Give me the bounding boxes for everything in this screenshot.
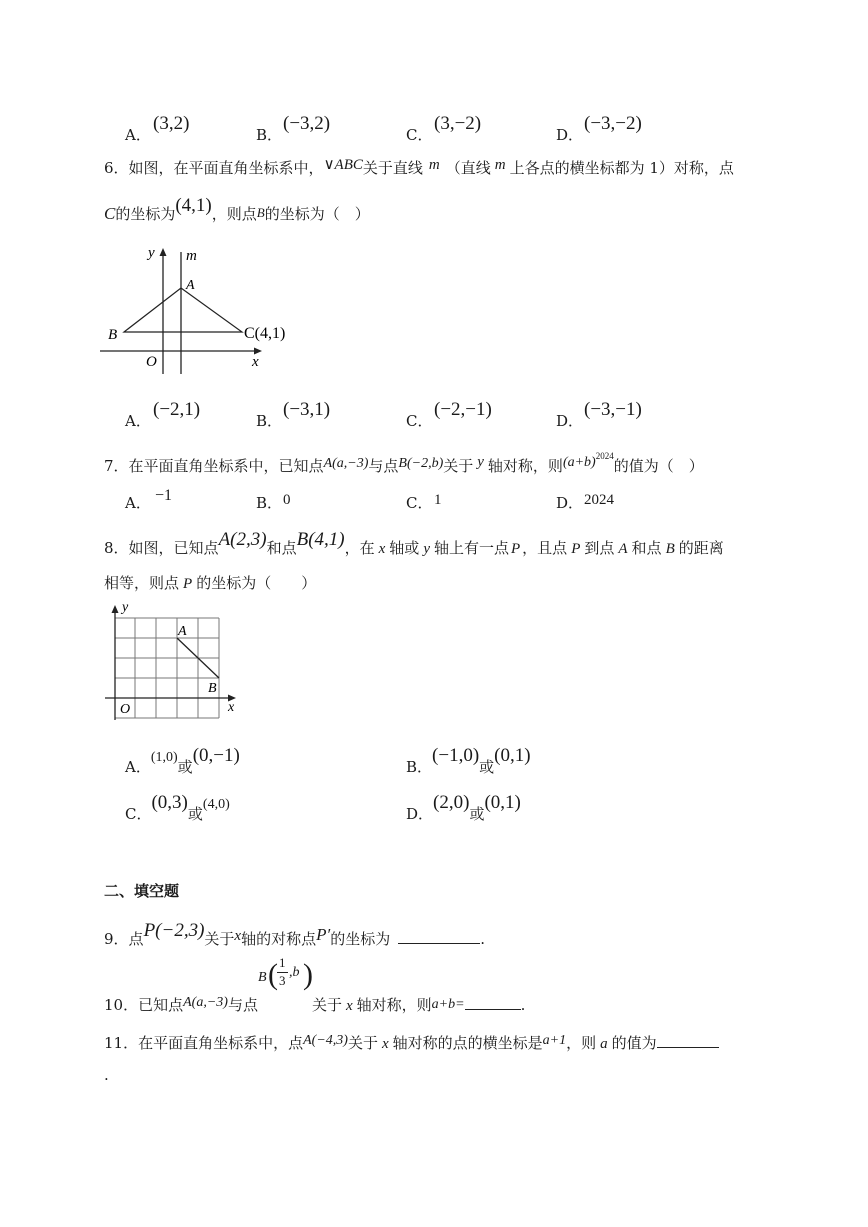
q8-text-c: ，在 (344, 539, 375, 557)
q6-option-a-letter: A． (125, 412, 151, 430)
q9-text-c: 轴的对称点 (241, 930, 317, 948)
q10-text-d: 轴对称，则 (356, 996, 432, 1014)
q5-option-c-value: (3,−2) (434, 113, 482, 134)
q8-grid (115, 618, 219, 718)
q7-expr: (a+b) (562, 455, 596, 470)
q7-exponent: 2024 (595, 451, 614, 461)
q6-y-arrow (160, 248, 167, 256)
question-11-line-1 (104, 1032, 719, 1053)
q8-option-b-or: 或 (479, 758, 495, 776)
q6-text-g: 的坐标为（ ） (264, 205, 370, 223)
q8-option-d-letter: D． (406, 805, 434, 823)
q7-option-a-value: −1 (155, 487, 173, 504)
q8-option-b-v1: (−1,0) (432, 745, 480, 766)
q10-b-tail: ,b (288, 965, 300, 980)
q6-c-letter: C (104, 204, 116, 223)
q10-expr: a+b= (431, 997, 465, 1012)
q10-x: x (345, 998, 353, 1014)
q8-a-label: A (178, 624, 187, 639)
q6-text-b: 关于直线 (362, 159, 423, 177)
q8-option-c-or: 或 (187, 805, 203, 823)
q6-figure (100, 238, 300, 378)
q8-point-b: B(4,1) (296, 529, 345, 550)
q8-line-1 (104, 529, 724, 559)
q10-left-paren: ( (267, 958, 278, 991)
q6-option-d-value: (−3,−1) (584, 399, 642, 420)
q11-expr: a+1 (542, 1033, 567, 1048)
q9-x: x (234, 928, 242, 944)
q9-point: P(−2,3) (143, 920, 205, 941)
q9-text-d: 的坐标为 (330, 930, 391, 948)
q7-line-1 (104, 451, 704, 476)
q8-option-d (406, 792, 521, 823)
q6-m-1: m (428, 157, 440, 173)
q8-option-a-letter: A． (125, 758, 151, 776)
q7-option-a-letter: A． (125, 494, 151, 512)
q10-point-a: A(a,−3) (183, 995, 228, 1010)
q5-option-a-value: (3,2) (153, 113, 190, 134)
section-2-title: 二、填空题 (104, 882, 180, 900)
q6-c-label: C(4,1) (244, 325, 286, 342)
q6-text-a: 如图，在平面直角坐标系中， (128, 159, 324, 177)
q10-text-a: 已知点 (138, 996, 184, 1014)
q7-number: 7． (104, 457, 129, 475)
q6-line-1 (104, 157, 734, 178)
q8-option-a-v1: (1,0) (150, 750, 178, 765)
q5-option-c-letter: C． (406, 126, 433, 144)
q8-option-c-v1: (0,3) (151, 792, 188, 813)
q6-b-letter: B (256, 205, 265, 220)
q11-text-c: 轴对称的点的横坐标是 (392, 1034, 543, 1052)
q5-option-a-letter: A． (125, 126, 151, 144)
q6-text-f: ，则点 (211, 205, 257, 223)
q8-text-f: ，且点 (522, 539, 568, 557)
q10-text-b: 与点 (227, 996, 258, 1014)
q8-o-label: O (120, 702, 131, 717)
q8-option-c-letter: C． (125, 805, 152, 823)
q7-point-a: A(a,−3) (323, 456, 369, 471)
q8-y: y (423, 541, 430, 557)
q8-option-a-v2: (0,−1) (192, 745, 240, 766)
q10-frac-den: 3 (278, 973, 286, 988)
question-10 (104, 955, 526, 1015)
q6-number: 6． (104, 159, 129, 177)
q11-text-b: 关于 (347, 1034, 378, 1052)
q7-text-e: 的值为（ ） (613, 457, 704, 475)
q7-option-b-letter: B． (256, 494, 283, 512)
q11-text-d: ，则 (566, 1034, 597, 1052)
q10-answer-blank[interactable] (465, 995, 521, 1010)
q8-option-a-or: 或 (177, 758, 193, 776)
q8-x-label: x (228, 700, 235, 715)
q9-answer-blank[interactable] (398, 929, 480, 944)
q8-option-b-v2: (0,1) (494, 745, 531, 766)
q6-c-coord: (4,1) (175, 195, 212, 216)
q11-number: 11． (104, 1034, 139, 1052)
q8-text-b: 和点 (266, 539, 297, 557)
q6-a-label: A (186, 278, 195, 293)
q8-text-i: 的距离 (678, 539, 724, 557)
q8-option-d-v2: (0,1) (484, 792, 521, 813)
q7-option-d-letter: D． (556, 494, 584, 512)
q8-point-a: A(2,3) (218, 529, 267, 550)
q6-option-b-value: (−3,1) (283, 399, 331, 420)
q9-number: 9． (104, 930, 129, 948)
q6-text-e: 的坐标为 (115, 205, 176, 223)
q8-number: 8． (104, 539, 129, 557)
q8-y-arrow (112, 605, 119, 613)
q10-point-b (257, 955, 313, 1010)
q9-end: . (480, 930, 486, 948)
q10-right-paren: ) (302, 958, 313, 991)
q8-a: A (618, 541, 628, 557)
q10-b-letter: B (257, 970, 267, 985)
q8-line2-a: 相等，则点 (104, 574, 180, 592)
q9-text-a: 点 (128, 930, 144, 948)
q6-option-b-letter: B． (256, 412, 283, 430)
q6-y-label: y (148, 245, 155, 261)
q10-text-c: 关于 (311, 996, 342, 1014)
q7-axis: y (477, 454, 484, 470)
q6-line-2 (104, 195, 370, 225)
q6-o-label: O (146, 354, 157, 370)
q8-option-d-v1: (2,0) (433, 792, 470, 813)
q7-text-a: 在平面直角坐标系中，已知点 (128, 457, 324, 475)
q11-text-e: 的值为 (611, 1034, 657, 1052)
q8-p-1: P (511, 541, 521, 557)
q6-x-label: x (252, 354, 259, 370)
q7-option-c-letter: C． (406, 494, 433, 512)
q8-text-d: 轴或 (389, 539, 420, 557)
q10-number: 10． (104, 996, 139, 1014)
q11-x: x (381, 1036, 389, 1052)
q7-option-c-value: 1 (434, 492, 442, 508)
q8-p-2: P (571, 541, 581, 557)
q6-option-c-value: (−2,−1) (434, 399, 492, 420)
q8-option-b (406, 745, 531, 776)
q6-triangle: ∨ABC (323, 157, 363, 173)
q9-text-b: 关于 (204, 930, 235, 948)
q6-option-d-letter: D． (556, 412, 584, 430)
q11-answer-blank[interactable] (657, 1033, 719, 1048)
q8-text-g: 到点 (584, 539, 615, 557)
q7-text-c: 关于 (443, 457, 474, 475)
q7-option-b-value: 0 (283, 492, 291, 508)
q6-m-2: m (494, 157, 506, 173)
q8-option-a (125, 745, 240, 776)
q8-option-c-v2: (4,0) (202, 797, 230, 812)
question-9 (104, 920, 486, 950)
q8-line2-b: 的坐标为（ ） (196, 574, 317, 592)
q6-text-d: 上各点的横坐标都为 1）对称，点 (509, 159, 734, 177)
q11-a: a (600, 1036, 608, 1052)
q8-option-d-or: 或 (469, 805, 485, 823)
q8-text-h: 和点 (631, 539, 662, 557)
q11-point: A(−4,3) (303, 1033, 348, 1048)
q10-frac-num: 1 (278, 955, 286, 970)
q6-m-label: m (186, 248, 197, 264)
q8-b: B (665, 541, 675, 557)
q8-text-e: 轴上有一点 (433, 539, 509, 557)
q6-triangle-abc (124, 288, 242, 332)
q7-text-b: 与点 (368, 457, 399, 475)
q9-p-prime: P′ (316, 925, 331, 944)
q8-b-label: B (208, 681, 217, 696)
q8-y-label: y (122, 600, 129, 615)
q8-p-3: P (183, 576, 193, 592)
q7-text-d: 轴对称，则 (487, 457, 563, 475)
q8-text-a: 如图，已知点 (128, 539, 219, 557)
q8-figure (100, 598, 250, 728)
q6-text-c: （直线 (445, 159, 491, 177)
q5-option-b-letter: B． (256, 126, 283, 144)
q5-option-d-value: (−3,−2) (584, 113, 642, 134)
q8-x: x (378, 541, 386, 557)
q7-option-d-value: 2024 (584, 492, 614, 508)
q8-option-b-letter: B． (406, 758, 433, 776)
q5-option-d-letter: D． (556, 126, 584, 144)
q8-line-2 (104, 572, 316, 593)
q7-point-b: B(−2,b) (398, 456, 444, 471)
q6-option-c-letter: C． (406, 412, 433, 430)
q6-b-label: B (108, 327, 118, 343)
q6-option-a-value: (−2,1) (153, 399, 201, 420)
q10-end: . (520, 996, 526, 1014)
q5-option-b-value: (−3,2) (283, 113, 331, 134)
q8-option-c (125, 792, 230, 823)
q11-end: . (104, 1066, 109, 1084)
q11-text-a: 在平面直角坐标系中，点 (138, 1034, 304, 1052)
